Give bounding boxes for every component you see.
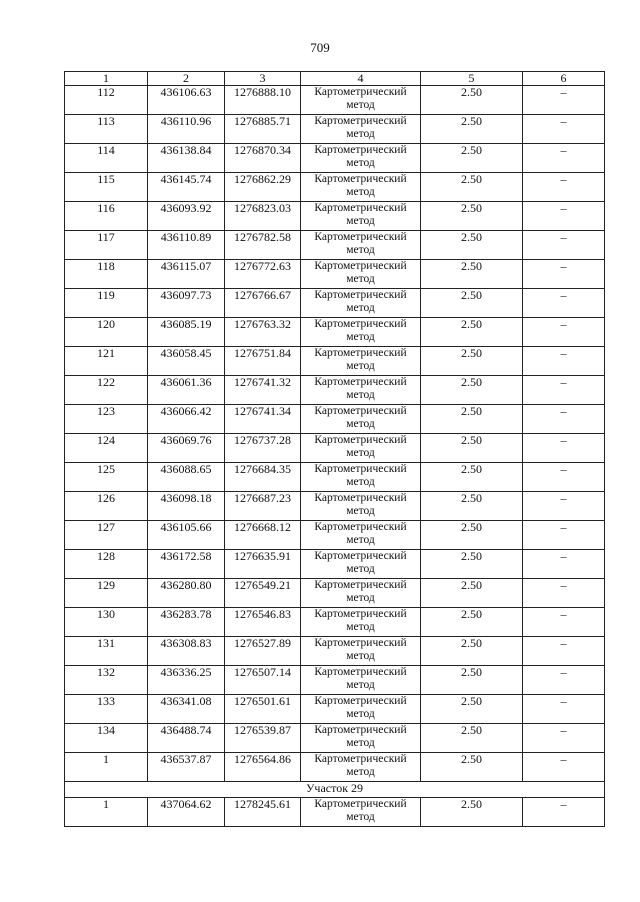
point-number-cell: 134 (65, 724, 148, 753)
point-number-cell: 1 (65, 753, 148, 782)
y-coordinate-cell: 1276751.84 (225, 347, 301, 376)
method-cell: Картометрический метод (301, 695, 421, 724)
y-coordinate-cell: 1276687.23 (225, 492, 301, 521)
accuracy-cell: 2.50 (421, 231, 523, 260)
accuracy-cell: 2.50 (421, 289, 523, 318)
x-coordinate-cell: 437064.62 (148, 798, 225, 827)
point-number-cell: 117 (65, 231, 148, 260)
accuracy-cell: 2.50 (421, 550, 523, 579)
table-row (65, 347, 605, 376)
note-cell: – (523, 492, 605, 521)
table-body (65, 86, 605, 827)
note-cell: – (523, 347, 605, 376)
method-cell: Картометрический метод (301, 347, 421, 376)
table-row (65, 318, 605, 347)
y-coordinate-cell: 1276527.89 (225, 637, 301, 666)
point-number-cell: 112 (65, 86, 148, 115)
y-coordinate-cell: 1276885.71 (225, 115, 301, 144)
y-coordinate-cell: 1276763.32 (225, 318, 301, 347)
accuracy-cell: 2.50 (421, 318, 523, 347)
accuracy-cell: 2.50 (421, 666, 523, 695)
method-cell: Картометрический метод (301, 550, 421, 579)
note-cell: – (523, 579, 605, 608)
method-cell: Картометрический метод (301, 173, 421, 202)
point-number-cell: 120 (65, 318, 148, 347)
table-row (65, 637, 605, 666)
table-row (65, 724, 605, 753)
note-cell: – (523, 550, 605, 579)
note-cell: – (523, 521, 605, 550)
x-coordinate-cell: 436058.45 (148, 347, 225, 376)
point-number-cell: 114 (65, 144, 148, 173)
column-header: 1 (65, 72, 148, 86)
accuracy-cell: 2.50 (421, 463, 523, 492)
y-coordinate-cell: 1276507.14 (225, 666, 301, 695)
point-number-cell: 129 (65, 579, 148, 608)
table-row (65, 260, 605, 289)
y-coordinate-cell: 1276741.32 (225, 376, 301, 405)
note-cell: – (523, 637, 605, 666)
method-cell: Картометрический метод (301, 521, 421, 550)
x-coordinate-cell: 436110.96 (148, 115, 225, 144)
point-number-cell: 124 (65, 434, 148, 463)
method-cell: Картометрический метод (301, 376, 421, 405)
point-number-cell: 130 (65, 608, 148, 637)
table-row (65, 579, 605, 608)
accuracy-cell: 2.50 (421, 202, 523, 231)
y-coordinate-cell: 1276539.87 (225, 724, 301, 753)
y-coordinate-cell: 1276546.83 (225, 608, 301, 637)
table-row (65, 753, 605, 782)
point-number-cell: 127 (65, 521, 148, 550)
y-coordinate-cell: 1276564.86 (225, 753, 301, 782)
note-cell: – (523, 86, 605, 115)
y-coordinate-cell: 1276888.10 (225, 86, 301, 115)
point-number-cell: 122 (65, 376, 148, 405)
note-cell: – (523, 231, 605, 260)
note-cell: – (523, 376, 605, 405)
method-cell: Картометрический метод (301, 202, 421, 231)
table-row (65, 376, 605, 405)
note-cell: – (523, 753, 605, 782)
point-number-cell: 1 (65, 798, 148, 827)
table-row (65, 202, 605, 231)
accuracy-cell: 2.50 (421, 798, 523, 827)
method-cell: Картометрический метод (301, 724, 421, 753)
y-coordinate-cell: 1276782.58 (225, 231, 301, 260)
x-coordinate-cell: 436093.92 (148, 202, 225, 231)
note-cell: – (523, 695, 605, 724)
point-number-cell: 132 (65, 666, 148, 695)
note-cell: – (523, 144, 605, 173)
method-cell: Картометрический метод (301, 608, 421, 637)
y-coordinate-cell: 1276635.91 (225, 550, 301, 579)
method-cell: Картометрический метод (301, 463, 421, 492)
y-coordinate-cell: 1276862.29 (225, 173, 301, 202)
x-coordinate-cell: 436106.63 (148, 86, 225, 115)
x-coordinate-cell: 436069.76 (148, 434, 225, 463)
note-cell: – (523, 405, 605, 434)
column-header: 2 (148, 72, 225, 86)
point-number-cell: 116 (65, 202, 148, 231)
accuracy-cell: 2.50 (421, 579, 523, 608)
section-row (65, 782, 605, 798)
x-coordinate-cell: 436066.42 (148, 405, 225, 434)
note-cell: – (523, 115, 605, 144)
y-coordinate-cell: 1276684.35 (225, 463, 301, 492)
note-cell: – (523, 260, 605, 289)
x-coordinate-cell: 436085.19 (148, 318, 225, 347)
x-coordinate-cell: 436537.87 (148, 753, 225, 782)
note-cell: – (523, 798, 605, 827)
accuracy-cell: 2.50 (421, 260, 523, 289)
method-cell: Картометрический метод (301, 115, 421, 144)
table-row (65, 463, 605, 492)
x-coordinate-cell: 436488.74 (148, 724, 225, 753)
method-cell: Картометрический метод (301, 579, 421, 608)
table-row (65, 86, 605, 115)
method-cell: Картометрический метод (301, 144, 421, 173)
column-header: 6 (523, 72, 605, 86)
method-cell: Картометрический метод (301, 289, 421, 318)
method-cell: Картометрический метод (301, 318, 421, 347)
note-cell: – (523, 724, 605, 753)
point-number-cell: 113 (65, 115, 148, 144)
x-coordinate-cell: 436138.84 (148, 144, 225, 173)
y-coordinate-cell: 1276766.67 (225, 289, 301, 318)
note-cell: – (523, 434, 605, 463)
accuracy-cell: 2.50 (421, 521, 523, 550)
method-cell: Картометрический метод (301, 260, 421, 289)
y-coordinate-cell: 1276549.21 (225, 579, 301, 608)
note-cell: – (523, 666, 605, 695)
point-number-cell: 125 (65, 463, 148, 492)
accuracy-cell: 2.50 (421, 347, 523, 376)
column-header: 5 (421, 72, 523, 86)
accuracy-cell: 2.50 (421, 376, 523, 405)
note-cell: – (523, 608, 605, 637)
table-row (65, 521, 605, 550)
column-header: 3 (225, 72, 301, 86)
point-number-cell: 126 (65, 492, 148, 521)
table-row (65, 144, 605, 173)
method-cell: Картометрический метод (301, 405, 421, 434)
accuracy-cell: 2.50 (421, 492, 523, 521)
point-number-cell: 128 (65, 550, 148, 579)
table-row (65, 289, 605, 318)
table-row (65, 695, 605, 724)
x-coordinate-cell: 436098.18 (148, 492, 225, 521)
table-header-row (65, 72, 605, 86)
table-row (65, 434, 605, 463)
method-cell: Картометрический метод (301, 434, 421, 463)
accuracy-cell: 2.50 (421, 405, 523, 434)
method-cell: Картометрический метод (301, 86, 421, 115)
accuracy-cell: 2.50 (421, 637, 523, 666)
accuracy-cell: 2.50 (421, 695, 523, 724)
method-cell: Картометрический метод (301, 798, 421, 827)
y-coordinate-cell: 1276772.63 (225, 260, 301, 289)
table-row (65, 666, 605, 695)
x-coordinate-cell: 436105.66 (148, 521, 225, 550)
x-coordinate-cell: 436283.78 (148, 608, 225, 637)
point-number-cell: 133 (65, 695, 148, 724)
y-coordinate-cell: 1276741.34 (225, 405, 301, 434)
x-coordinate-cell: 436115.07 (148, 260, 225, 289)
note-cell: – (523, 202, 605, 231)
method-cell: Картометрический метод (301, 666, 421, 695)
y-coordinate-cell: 1276737.28 (225, 434, 301, 463)
x-coordinate-cell: 436341.08 (148, 695, 225, 724)
point-number-cell: 115 (65, 173, 148, 202)
x-coordinate-cell: 436280.80 (148, 579, 225, 608)
column-header: 4 (301, 72, 421, 86)
table-row (65, 231, 605, 260)
x-coordinate-cell: 436336.25 (148, 666, 225, 695)
coordinates-table (64, 71, 605, 827)
note-cell: – (523, 289, 605, 318)
point-number-cell: 131 (65, 637, 148, 666)
y-coordinate-cell: 1276823.03 (225, 202, 301, 231)
method-cell: Картометрический метод (301, 231, 421, 260)
section-title: Участок 29 (65, 782, 605, 798)
table-row (65, 115, 605, 144)
y-coordinate-cell: 1276668.12 (225, 521, 301, 550)
accuracy-cell: 2.50 (421, 86, 523, 115)
note-cell: – (523, 318, 605, 347)
note-cell: – (523, 463, 605, 492)
point-number-cell: 121 (65, 347, 148, 376)
point-number-cell: 123 (65, 405, 148, 434)
y-coordinate-cell: 1276501.61 (225, 695, 301, 724)
accuracy-cell: 2.50 (421, 144, 523, 173)
accuracy-cell: 2.50 (421, 724, 523, 753)
table-row (65, 798, 605, 827)
x-coordinate-cell: 436145.74 (148, 173, 225, 202)
page-number: 709 (310, 40, 330, 55)
method-cell: Картометрический метод (301, 753, 421, 782)
accuracy-cell: 2.50 (421, 753, 523, 782)
accuracy-cell: 2.50 (421, 608, 523, 637)
method-cell: Картометрический метод (301, 637, 421, 666)
y-coordinate-cell: 1278245.61 (225, 798, 301, 827)
point-number-cell: 119 (65, 289, 148, 318)
x-coordinate-cell: 436308.83 (148, 637, 225, 666)
table-row (65, 550, 605, 579)
x-coordinate-cell: 436110.89 (148, 231, 225, 260)
table-row (65, 405, 605, 434)
x-coordinate-cell: 436061.36 (148, 376, 225, 405)
accuracy-cell: 2.50 (421, 434, 523, 463)
table-row (65, 492, 605, 521)
x-coordinate-cell: 436088.65 (148, 463, 225, 492)
table-row (65, 608, 605, 637)
table-row (65, 173, 605, 202)
note-cell: – (523, 173, 605, 202)
x-coordinate-cell: 436097.73 (148, 289, 225, 318)
accuracy-cell: 2.50 (421, 173, 523, 202)
x-coordinate-cell: 436172.58 (148, 550, 225, 579)
method-cell: Картометрический метод (301, 492, 421, 521)
y-coordinate-cell: 1276870.34 (225, 144, 301, 173)
point-number-cell: 118 (65, 260, 148, 289)
accuracy-cell: 2.50 (421, 115, 523, 144)
